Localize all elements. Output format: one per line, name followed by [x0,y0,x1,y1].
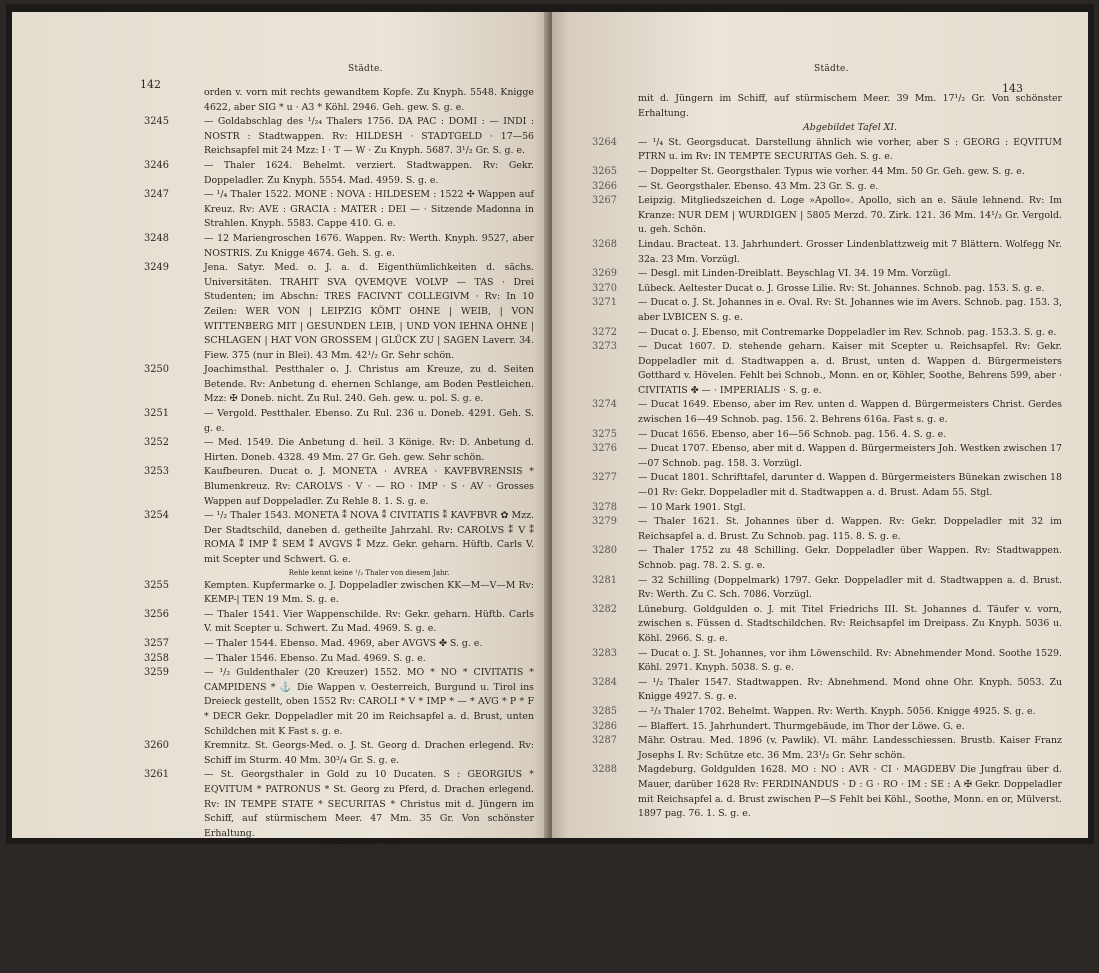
entry-text: — Blaffert. 15. Jahrhundert. Thurmgebäude, im Thor der Löwe. G. e. [638,720,965,732]
entry-text: — 10 Mark 1901. Stgl. [638,501,746,513]
entry-text: Kaufbeuren. Ducat o. J. MONETA · AVREA · KAVFBVRENSIS * Blumenkreuz. Rv: CAROLVS · V · — RO · IMP · S · AV · Grosses Wappen auf Doppeladler. Zu Rehle 8. 1. S. g. e. [204,466,534,507]
entry-number: 3270 [592,282,617,294]
entry-number: 3282 [592,603,617,615]
catalog-entry [592,326,1062,341]
entry-text: — Ducat 1801. Schrifttafel, darunter d. Wappen d. Bürgermeisters Bünekan zwischen 18—01 Rv: Gekr. Doppeladler mit d. Stadtwappen a. d. Brust. Adam 55. Stgl. [638,472,1062,499]
entry-text: — Thaler 1752 zu 48 Schilling. Gekr. Doppeladler über Wappen. Rv: Stadtwappen. Schnob. pag. 78. 2. S. g. e. [638,545,1062,571]
entry-text: — ¹/₂ St. Georgsthaler in Gold zu 5 Ducaten (v. Ch. Herm. Roth v. Rothenfels). S : GEORGIVS · EQVITVM · PATRONVS * St. Georg zu Pferd, d. Drachen erlegend; unten C · H · R · Rv: IN TEMPESTATE * SECVRITAS * Christus [204,915,534,971]
entry-number: 3276 [592,443,617,455]
entry-text: Leipzig. Mitgliedszeichen d. Loge »Apollo«. Apollo, sich an e. Säule lehnend. Rv: Im Kranze: NUR DEM | WURDIGEN | 5805 Merzd. 70. Zirk. 121. 36 Mm. 14¹/₂ Gr. Vergold. u. geh. Schön. [638,195,1062,236]
entry-number: 3285 [592,705,617,717]
catalog-entry [144,261,534,363]
catalog-entry [144,608,534,637]
entry-number: 3261 [144,769,169,781]
entry-text: — 12 Mariengroschen 1676. Wappen. Rv: Werth. Knyph. 9527, aber NOSTRIS. Zu Knigge 4674. Geh. S. g. e. [204,232,534,259]
entry-text: Jena. Satyr. Med. o. J. a. d. Eigenthümlichkeiten d. sächs. Universitäten. TRAHIT SVA QVEMQVE VOLVP — TAS · Drei Studenten; im Abschn: TRES FACIVNT COLLEGIVM · Rv: In 10 Zeilen: WER VON | LEIPZIG KÖMT OHNE | WEIB, | VON WITTENBERG MIT | GESUNDEN LEIB, | UND VON IEHNA OHNE | SCHLAGEN | HAT VON GROSSEM | GLÜCK ZU | SAGEN Laverr. 34. Fiew. 375 (nur in Blei). 43 Mm. 42¹/₂ Gr. Sehr schön. [204,262,534,361]
entry-text: — Doppelter St. Georgsthaler. Typus wie vorher. 44 Mm. 50 Gr. Geh. gew. S. g. e. [638,165,1025,177]
catalog-entry [592,515,1062,544]
entry-text: Kempten. Kupfermarke o. J. Doppeladler zwischen KK—M—V—M Rv: KEMP-| TEN 19 Mm. S. g. e. [204,579,534,606]
catalog-entry [592,194,1062,238]
entry-text: — Ducat o. J. Ebenso, mit Contremarke Doppeladler im Rev. Schnob. pag. 153.3. S. g. e. [638,326,1057,338]
entry-number: 3275 [592,428,617,440]
entry-number: 3259 [144,667,169,679]
entry-number: 3245 [144,116,169,128]
entry-number: 3260 [144,740,169,752]
right-running-title: Städte. [814,64,849,74]
catalog-entry [144,856,534,900]
entry-text: — Goldabschlag des ¹/₂₄ Thalers 1756. DA PAC : DOMI : — INDI : NOSTR : Stadtwappen. Rv: HILDESH · STADTGELD · 17—56 Reichsapfel mit 24 Mzz: I · T — W · Zu Knyph. 5687. 3¹/₂ Gr. S. g. e. [204,116,534,157]
left-running-title: Städte. [348,64,383,74]
catalog-entry [592,267,1062,282]
catalog-entry [144,579,534,608]
catalog-entry [592,442,1062,471]
catalog-entry [592,428,1062,443]
entry-number: 3263 [144,915,169,927]
entry-number: 3265 [592,165,617,177]
entry-number: 3253 [144,466,169,478]
catalog-entry [592,340,1062,398]
entry-text: — Thaler 1544. Ebenso. Mad. 4969, aber AVGVS ✤ S. g. e. [204,637,483,649]
entry-number: 3280 [592,545,617,557]
catalog-entry [592,676,1062,705]
entry-text: — Med. 1549. Die Anbetung d. heil. 3 Könige. Rv: D. Anbetung d. Hirten. Doneb. 4328. 49 Mm. 27 Gr. Geh. gew. Sehr schön. [204,437,534,463]
entry-number: 3288 [592,764,617,776]
entry-text: — St. Georgsthaler in Gold zu 10 Ducaten. Darstellung wie vorher. Umschriften: S : GEORGIVS · EQVITVM · PATRONVS * Rv: IN TEMPESTATE * SECVRITAS ⚙ 45 Mm. 34¹/₂ Gr. Sehr schön. [204,856,534,898]
entry-number: 3246 [144,159,169,171]
entry-number: 3274 [592,399,617,411]
entry-number: 3286 [592,720,617,732]
entry-number: 3250 [144,364,169,376]
catalog-entry [144,652,534,667]
entry-text: Mähr. Ostrau. Med. 1896 (v. Pawlik). VI. mähr. Landesschiessen. Brustb. Kaiser Franz Josephs I. Rv: Schütze etc. 36 Mm. 23¹/₂ Gr. Sehr schön. [638,735,1062,761]
entry-text: — Ducat 1607. D. stehende geharn. Kaiser mit Scepter u. Reichsapfel. Rv: Gekr. Doppeladler mit d. Stadtwappen a. d. Brust, unten d. Wappen d. Bürgermeisters Gotthard v. Hövelen. Fehlt bei Schnob., Monn. en or, Köhler, Soothe, Behrens 599, aber · CIVITATIS ✤ — · IMPERIALIS · S. g. e. [638,341,1062,396]
entry-number: 3279 [592,516,617,528]
entry-number: 3251 [144,408,169,420]
catalog-entry [144,115,534,159]
entry-text: — Thaler 1546. Ebenso. Zu Mad. 4969. S. g. e. [204,652,426,664]
entry-number: 3266 [592,180,617,192]
entry-number: 3258 [144,652,169,664]
entry-number: 3287 [592,735,617,747]
right-column [592,92,1062,822]
entry-text: Lübeck. Aeltester Ducat o. J. Grosse Lilie. Rv: St. Johannes. Schnob. pag. 153. S. g. e. [638,282,1045,294]
catalog-entry [144,509,534,567]
entry-text: — ¹/₂ Thaler 1543. MONETA ⁑ NOVA ⁑ CIVITATIS ⁑ KAVFBVR ✿ Mzz. Der Stadtschild, daneben d. getheilte Jahrzahl. Rv: CAROLVS ⁑ V ⁑ ROMA ⁑ IMP ⁑ SEM ⁑ AVGVS ⁑ Mzz. Gekr. geharn. Hüftb. Carls V. mit Scepter und Schwert. G. e. [204,510,534,565]
plate-reference: Abgebildet Tafel XI. [321,900,417,912]
entry-number: 3256 [144,608,169,620]
catalog-entry [592,705,1062,720]
right-page-number: 143 [1002,82,1023,95]
entry-text: — Thaler 1621. St. Johannes über d. Wappen. Rv: Gekr. Doppeladler mit 32 im Reichsapfel a. d. Brust. Zu Schnob. pag. 115. 8. S. g. e. [638,516,1062,542]
entry-text: — ¹/₂ Thaler 1547. Stadtwappen. Rv: Abnehmend. Mond ohne Ohr. Knyph. 5053. Zu Knigge 4927. S. g. e. [638,676,1062,703]
entry-text: mit d. Jüngern im Schiff, auf stürmischem Meer. 39 Mm. 17¹/₂ Gr. Von schönster Erhaltung. [638,93,1062,119]
entry-text: Magdeburg. Goldgulden 1628. MO : NO : AVR · CI · MAGDEBV Die Jungfrau über d. Mauer, darüber 1628 Rv: FERDINANDUS · D : G · RO · IM : SE : A ✠ Gekr. Doppeladler mit Reichsapfel a. d. Brust zwischen P—S Fehlt bei Köhl., Soothe, Monn. en or, Mülverst. 1897 pag. 76. 1. S. g. e. [638,764,1062,820]
entry-text: — ¹/₄ St. Georgsducat. Darstellung ähnlich wie vorher, aber S : GEORG : EQVITUM PTRN u. im Rv: IN TEMPTE SECURITAS Geh. S. g. e. [638,136,1062,163]
entry-number: 3264 [592,136,617,148]
entry-number: 3269 [592,268,617,280]
entry-number: 3252 [144,437,169,449]
catalog-entry [592,180,1062,195]
left-column [144,86,534,973]
entry-text: Kremnitz. St. Georgs-Med. o. J. St. Georg d. Drachen erlegend. Rv: Schiff im Sturm. 40 Mm. 30³/₄ Gr. S. g. e. [204,740,534,766]
catalog-entry [592,544,1062,573]
entry-number: 3257 [144,637,169,649]
entry-text: — Vergold. Pestthaler. Ebenso. Zu Rul. 236 u. Doneb. 4291. Geh. S. g. e. [204,408,534,434]
entry-number: 3262 [144,856,169,868]
left-page [12,12,550,971]
catalog-entry [144,637,534,652]
entry-text: Lüneburg. Goldgulden o. J. mit Titel Friedrichs III. St. Johannes d. Täufer v. vorn, zwischen s. Füssen d. Stadtschildchen. Rv: Reichsapfel im Dreipass. Zu Knyph. 5036 u. Köhl. 2966. S. g. e. [638,603,1062,644]
catalog-entry [144,86,534,115]
entry-text: — Ducat 1656. Ebenso, aber 16—56 Schnob. pag. 156. 4. S. g. e. [638,428,947,440]
catalog-entry [592,136,1062,165]
entry-number: 3271 [592,297,617,309]
catalog-entry [144,436,534,465]
catalog-entry [144,232,534,261]
plate-reference: Abgebildet Tafel XI. [802,122,898,134]
catalog-entry [592,574,1062,603]
entry-text: — Ducat o. J. St. Johannes, vor ihm Löwenschild. Rv: Abnehmender Mond. Soothe 1529. Köhl. 2971. Knyph. 5038. S. g. e. [638,647,1062,674]
catalog-entry [592,296,1062,325]
entry-number: 3247 [144,189,169,201]
entry-number: 3273 [592,341,617,353]
entry-number: 3249 [144,262,169,274]
catalog-entry [592,471,1062,500]
catalog-entry [592,603,1062,647]
catalog-entry [592,165,1062,180]
catalog-entry [144,768,534,841]
catalog-entry [592,92,1062,121]
catalog-entry [592,238,1062,267]
left-page-number: 142 [140,78,161,91]
book-spread [6,4,1094,971]
entry-text: — Thaler 1624. Behelmt. verziert. Stadtwappen. Rv: Gekr. Doppeladler. Zu Knyph. 5554. Mad. 4959. S. g. e. [204,159,534,186]
catalog-entry [592,282,1062,297]
plate-reference: Abgebildet Tafel XI. [321,842,417,854]
entry-number: 3254 [144,510,169,522]
catalog-entry [592,734,1062,763]
catalog-entry [144,407,534,436]
entry-number: 3248 [144,232,169,244]
catalog-entry [592,763,1062,821]
entry-number: 3267 [592,195,617,207]
entry-number: 3284 [592,676,617,688]
entry-number: 3255 [144,579,169,591]
entry-number: 3268 [592,238,617,250]
catalog-entry [144,739,534,768]
entry-text: — Desgl. mit Linden-Dreiblatt. Beyschlag VI. 34. 19 Mm. Vorzügl. [638,268,951,280]
entry-text: Lindau. Bracteat. 13. Jahrhundert. Grosser Lindenblattzweig mit 7 Blättern. Wolfegg Nr. 32a. 23 Mm. Vorzügl. [638,238,1062,265]
catalog-entry [144,159,534,188]
catalog-entry [144,914,534,972]
catalog-entry [592,398,1062,427]
entry-number: 3277 [592,472,617,484]
catalog-entry [144,363,534,407]
entry-number: 3283 [592,647,617,659]
entry-number: 3281 [592,574,617,586]
entry-text: — Ducat 1707. Ebenso, aber mit d. Wappen d. Bürgermeisters Joh. Westken zwischen 17—07 Schnob. pag. 158. 3. Vorzügl. [638,443,1062,469]
entry-text: Joachimsthal. Pestthaler o. J. Christus am Kreuze, zu d. Seiten Betende. Rv: Anbetung d. ehernen Schlange, am Boden Pestleichen. Mzz: ✠ Doneb. nicht. Zu Rul. 240. Geh. gew. u. pol. S. g. e. [204,364,534,405]
footnote: Rehle kennt keine ¹/₂ Thaler von diesem Jahr. [288,568,450,577]
entry-text: orden v. vorn mit rechts gewandtem Kopfe. Zu Knyph. 5548. Knigge 4622, aber SIG * u · A3 * Köhl. 2946. Geh. gew. S. g. e. [204,87,534,113]
entry-text: — St. Georgsthaler. Ebenso. 43 Mm. 23 Gr. S. g. e. [638,180,879,192]
entry-text: — ²/₃ Thaler 1702. Behelmt. Wappen. Rv: Werth. Knyph. 5056. Knigge 4925. S. g. e. [638,705,1036,717]
catalog-entry [144,465,534,509]
entry-number: 3278 [592,501,617,513]
entry-text: — St. Georgsthaler in Gold zu 10 Ducaten. S : GEORGIUS * EQVITUM * PATRONUS * St. Georg zu Pferd, d. Drachen erlegend. Rv: IN TEMPE STATE * SECURITAS * Christus mit d. Jüngern im Schiff, auf stürmischem Meer. 47 Mm. 35 Gr. Von schönster Erhaltung. [204,769,534,839]
catalog-entry [144,188,534,232]
catalog-entry [592,720,1062,735]
entry-text: — 32 Schilling (Doppelmark) 1797. Gekr. Doppeladler mit d. Stadtwappen a. d. Brust. Rv: Werth. Zu C. Sch. 7086. Vorzügl. [638,574,1062,601]
catalog-entry [592,501,1062,516]
catalog-entry [144,666,534,739]
right-page [552,12,1088,838]
entry-text: — Ducat 1649. Ebenso, aber im Rev. unten d. Wappen d. Bürgermeisters Christ. Gerdes zwischen 16—49 Schnob. pag. 156. 2. Behrens 616a. Fast s. g. e. [638,399,1062,426]
entry-text: — ¹/₄ Thaler 1522. MONE : NOVA : HILDESEM : 1522 ✣ Wappen auf Kreuz. Rv: AVE : GRACIA : MATER : DEI — · Sitzende Madonna in Strahlen. Knyph. 5583. Cappe 410. G. e. [204,189,534,230]
entry-text: — ¹/₂ Guldenthaler (20 Kreuzer) 1552. MO * NO * CIVITATIS * CAMPIDENS * ⚓ Die Wappen v. Oesterreich, Burgund u. Tirol ins Dreieck gestellt, oben 1552 Rv: CAROLI * V * IMP * — * AVG * P * F * DECR Gekr. Doppeladler mit 20 im Reichsapfel a. d. Brust, unten Schildchen mit K Fast s. g. e. [204,667,534,737]
entry-text: — Thaler 1541. Vier Wappenschilde. Rv: Gekr. geharn. Hüftb. Carls V. mit Scepter u. Schwert. Zu Mad. 4969. S. g. e. [204,608,534,635]
entry-number: 3272 [592,326,617,338]
entry-text: — Ducat o. J. St. Johannes in e. Oval. Rv: St. Johannes wie im Avers. Schnob. pag. 153. 3, aber LVBICEN S. g. e. [638,297,1062,323]
catalog-entry [592,647,1062,676]
